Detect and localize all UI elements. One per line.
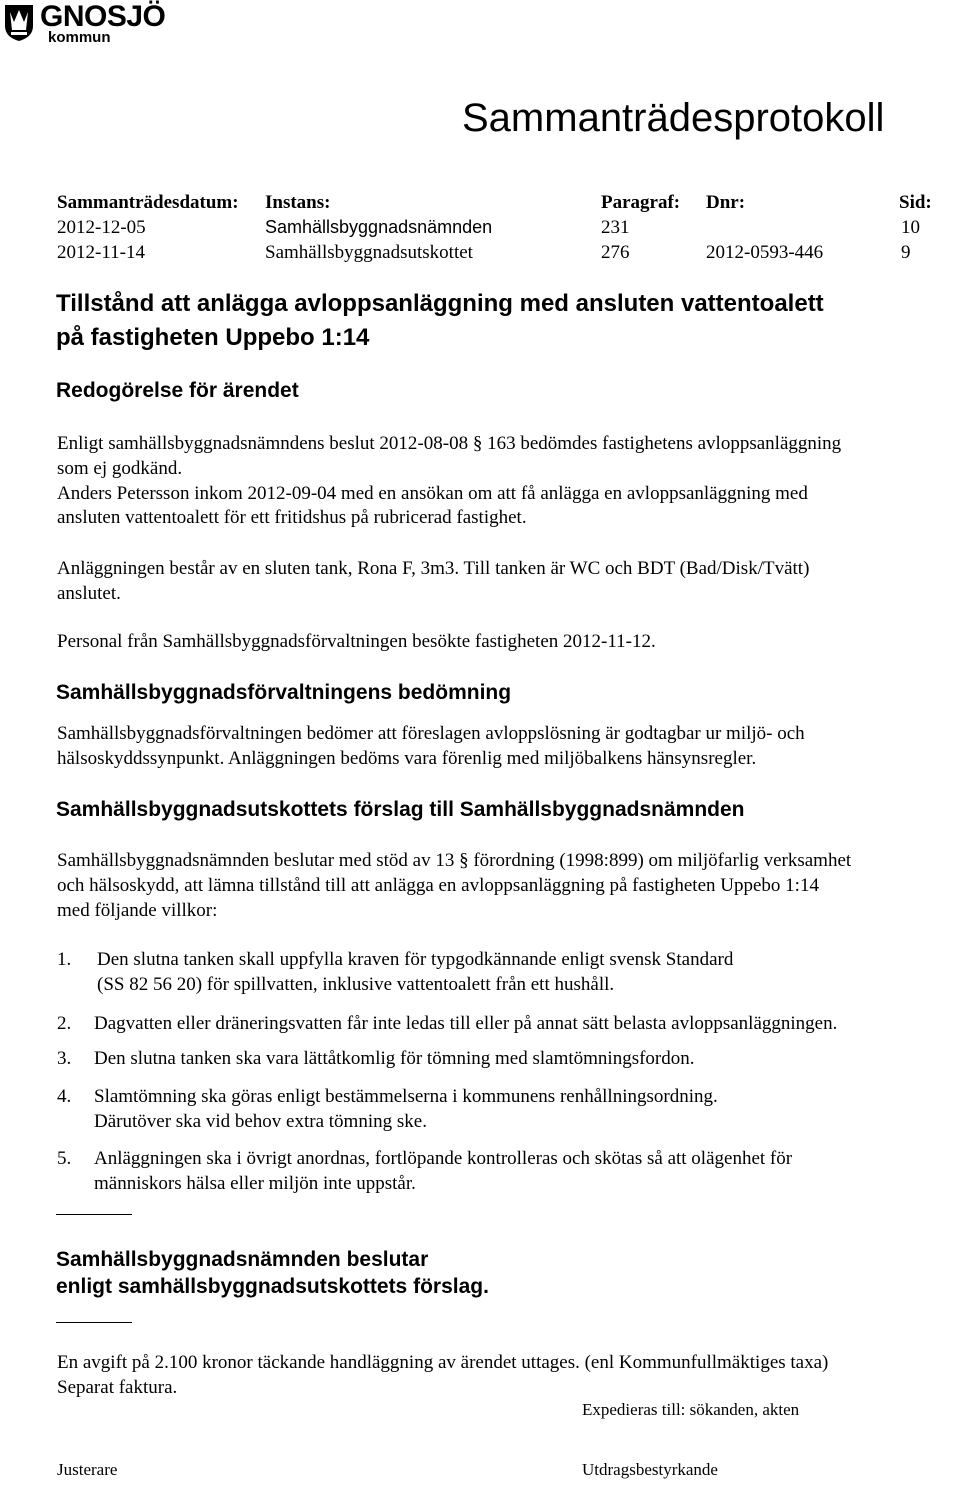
report-paragraph-line: anslutet. — [57, 583, 121, 604]
condition-line: Slamtömning ska göras enligt bestämmelserna i kommunens renhållningsordning. — [94, 1086, 718, 1107]
decision-line: Samhällsbyggnadsnämnden beslutar — [56, 1248, 429, 1271]
meta-row-paragraph: 231 — [601, 217, 630, 238]
assessment-paragraph-line: Samhällsbyggnadsförvaltningen bedömer att föreslagen avloppslösning är godtagbar ur miljö- och — [57, 723, 805, 744]
proposal-paragraph-line: Samhällsbyggnadsnämnden beslutar med stöd av 13 § förordning (1998:899) om miljöfarlig verksamhet — [57, 850, 852, 871]
meta-header-dnr: Dnr: — [706, 192, 746, 213]
report-heading: Redogörelse för ärendet — [56, 379, 299, 402]
assessment-paragraph-line: hälsoskyddssynpunkt. Anläggningen bedöms vara förenlig med miljöbalkens hänsynsregler. — [57, 748, 757, 769]
meta-row-paragraph: 276 — [601, 242, 630, 263]
condition-number: 5. — [57, 1148, 72, 1169]
report-paragraph-line: Enligt samhällsbyggnadsnämndens beslut 2012-08-08 § 163 bedömdes fastighetens avloppsanläggning — [57, 433, 842, 454]
condition-number: 3. — [57, 1048, 72, 1069]
meta-row-dnr: 2012-0593-446 — [706, 242, 824, 263]
matter-title-line: Tillstånd att anlägga avloppsanläggning med ansluten vattentoalett — [56, 290, 824, 317]
meta-row-date: 2012-11-14 — [57, 242, 145, 263]
condition-line: Den slutna tanken ska vara lättåtkomlig för tömning med slamtömningsfordon. — [94, 1048, 695, 1069]
meta-header-page: Sid: — [899, 192, 932, 213]
condition-line: Dagvatten eller dräneringsvatten får inte ledas till eller på annat sätt belasta avloppsanläggningen. — [94, 1013, 838, 1034]
fee-line: Separat faktura. — [57, 1377, 178, 1398]
meta-row-page: 9 — [901, 242, 911, 263]
condition-line: (SS 82 56 20) för spillvatten, inklusive vattentoalett från ett hushåll. — [97, 974, 615, 995]
meta-header-paragraph: Paragraf: — [601, 192, 681, 213]
condition-line: Den slutna tanken skall uppfylla kraven för typgodkännande enligt svensk Standard — [97, 949, 734, 970]
meta-row-instance: Samhällsbyggnadsnämnden — [265, 217, 493, 237]
footer-adjuster-label: Justerare — [57, 1460, 118, 1479]
report-paragraph-line: Anders Petersson inkom 2012-09-04 med en ansökan om att få anlägga en avloppsanläggning med — [57, 483, 808, 504]
report-paragraph-line: Anläggningen består av en sluten tank, Rona F, 3m3. Till tanken är WC och BDT (Bad/Disk/Tvätt) — [57, 558, 810, 579]
dispatch-note: Expedieras till: sökanden, akten — [582, 1400, 800, 1419]
meta-header-date: Sammanträdesdatum: — [57, 192, 239, 213]
report-paragraph-line: ansluten vattentoalett för ett fritidshus på rubricerad fastighet. — [57, 507, 527, 528]
report-paragraph-line: Personal från Samhällsbyggnadsförvaltningen besökte fastigheten 2012-11-12. — [57, 631, 656, 652]
condition-line: Anläggningen ska i övrigt anordnas, fortlöpande kontrolleras och skötas så att olägenhet för — [94, 1148, 793, 1169]
meta-row-instance: Samhällsbyggnadsutskottet — [265, 242, 473, 263]
logo-sub: kommun — [48, 29, 111, 46]
fee-line: En avgift på 2.100 kronor täckande handläggning av ärendet uttages. (enl Kommunfullmäktiges taxa) — [57, 1352, 829, 1373]
condition-number: 4. — [57, 1086, 72, 1107]
proposal-paragraph-line: och hälsoskydd, att lämna tillstånd till att anlägga en avloppsanläggning på fastigheten Uppebo 1:14 — [57, 875, 819, 896]
crest-icon — [4, 4, 34, 42]
page-title: Sammanträdesprotokoll — [462, 96, 885, 140]
report-paragraph-line: som ej godkänd. — [57, 458, 183, 479]
condition-line: Därutöver ska vid behov extra tömning ske. — [94, 1111, 427, 1132]
separator-rule — [56, 1214, 132, 1215]
condition-line: människors hälsa eller miljön inte uppstår. — [94, 1173, 416, 1194]
matter-title-line: på fastigheten Uppebo 1:14 — [56, 324, 370, 351]
meta-row-page: 10 — [901, 217, 920, 238]
condition-number: 1. — [57, 949, 72, 970]
meta-row-date: 2012-12-05 — [57, 217, 146, 238]
logo-name: GNOSJÖ — [40, 0, 166, 33]
condition-number: 2. — [57, 1013, 72, 1034]
proposal-paragraph-line: med följande villkor: — [57, 900, 218, 921]
municipality-logo — [4, 0, 166, 46]
assessment-heading: Samhällsbyggnadsförvaltningens bedömning — [56, 681, 512, 704]
proposal-heading: Samhällsbyggnadsutskottets förslag till Samhällsbyggnadsnämnden — [56, 798, 745, 821]
separator-rule — [56, 1322, 132, 1323]
footer-certification-label: Utdragsbestyrkande — [582, 1460, 718, 1479]
meta-header-instance: Instans: — [265, 192, 331, 213]
decision-line: enligt samhällsbyggnadsutskottets förslag. — [56, 1275, 489, 1298]
